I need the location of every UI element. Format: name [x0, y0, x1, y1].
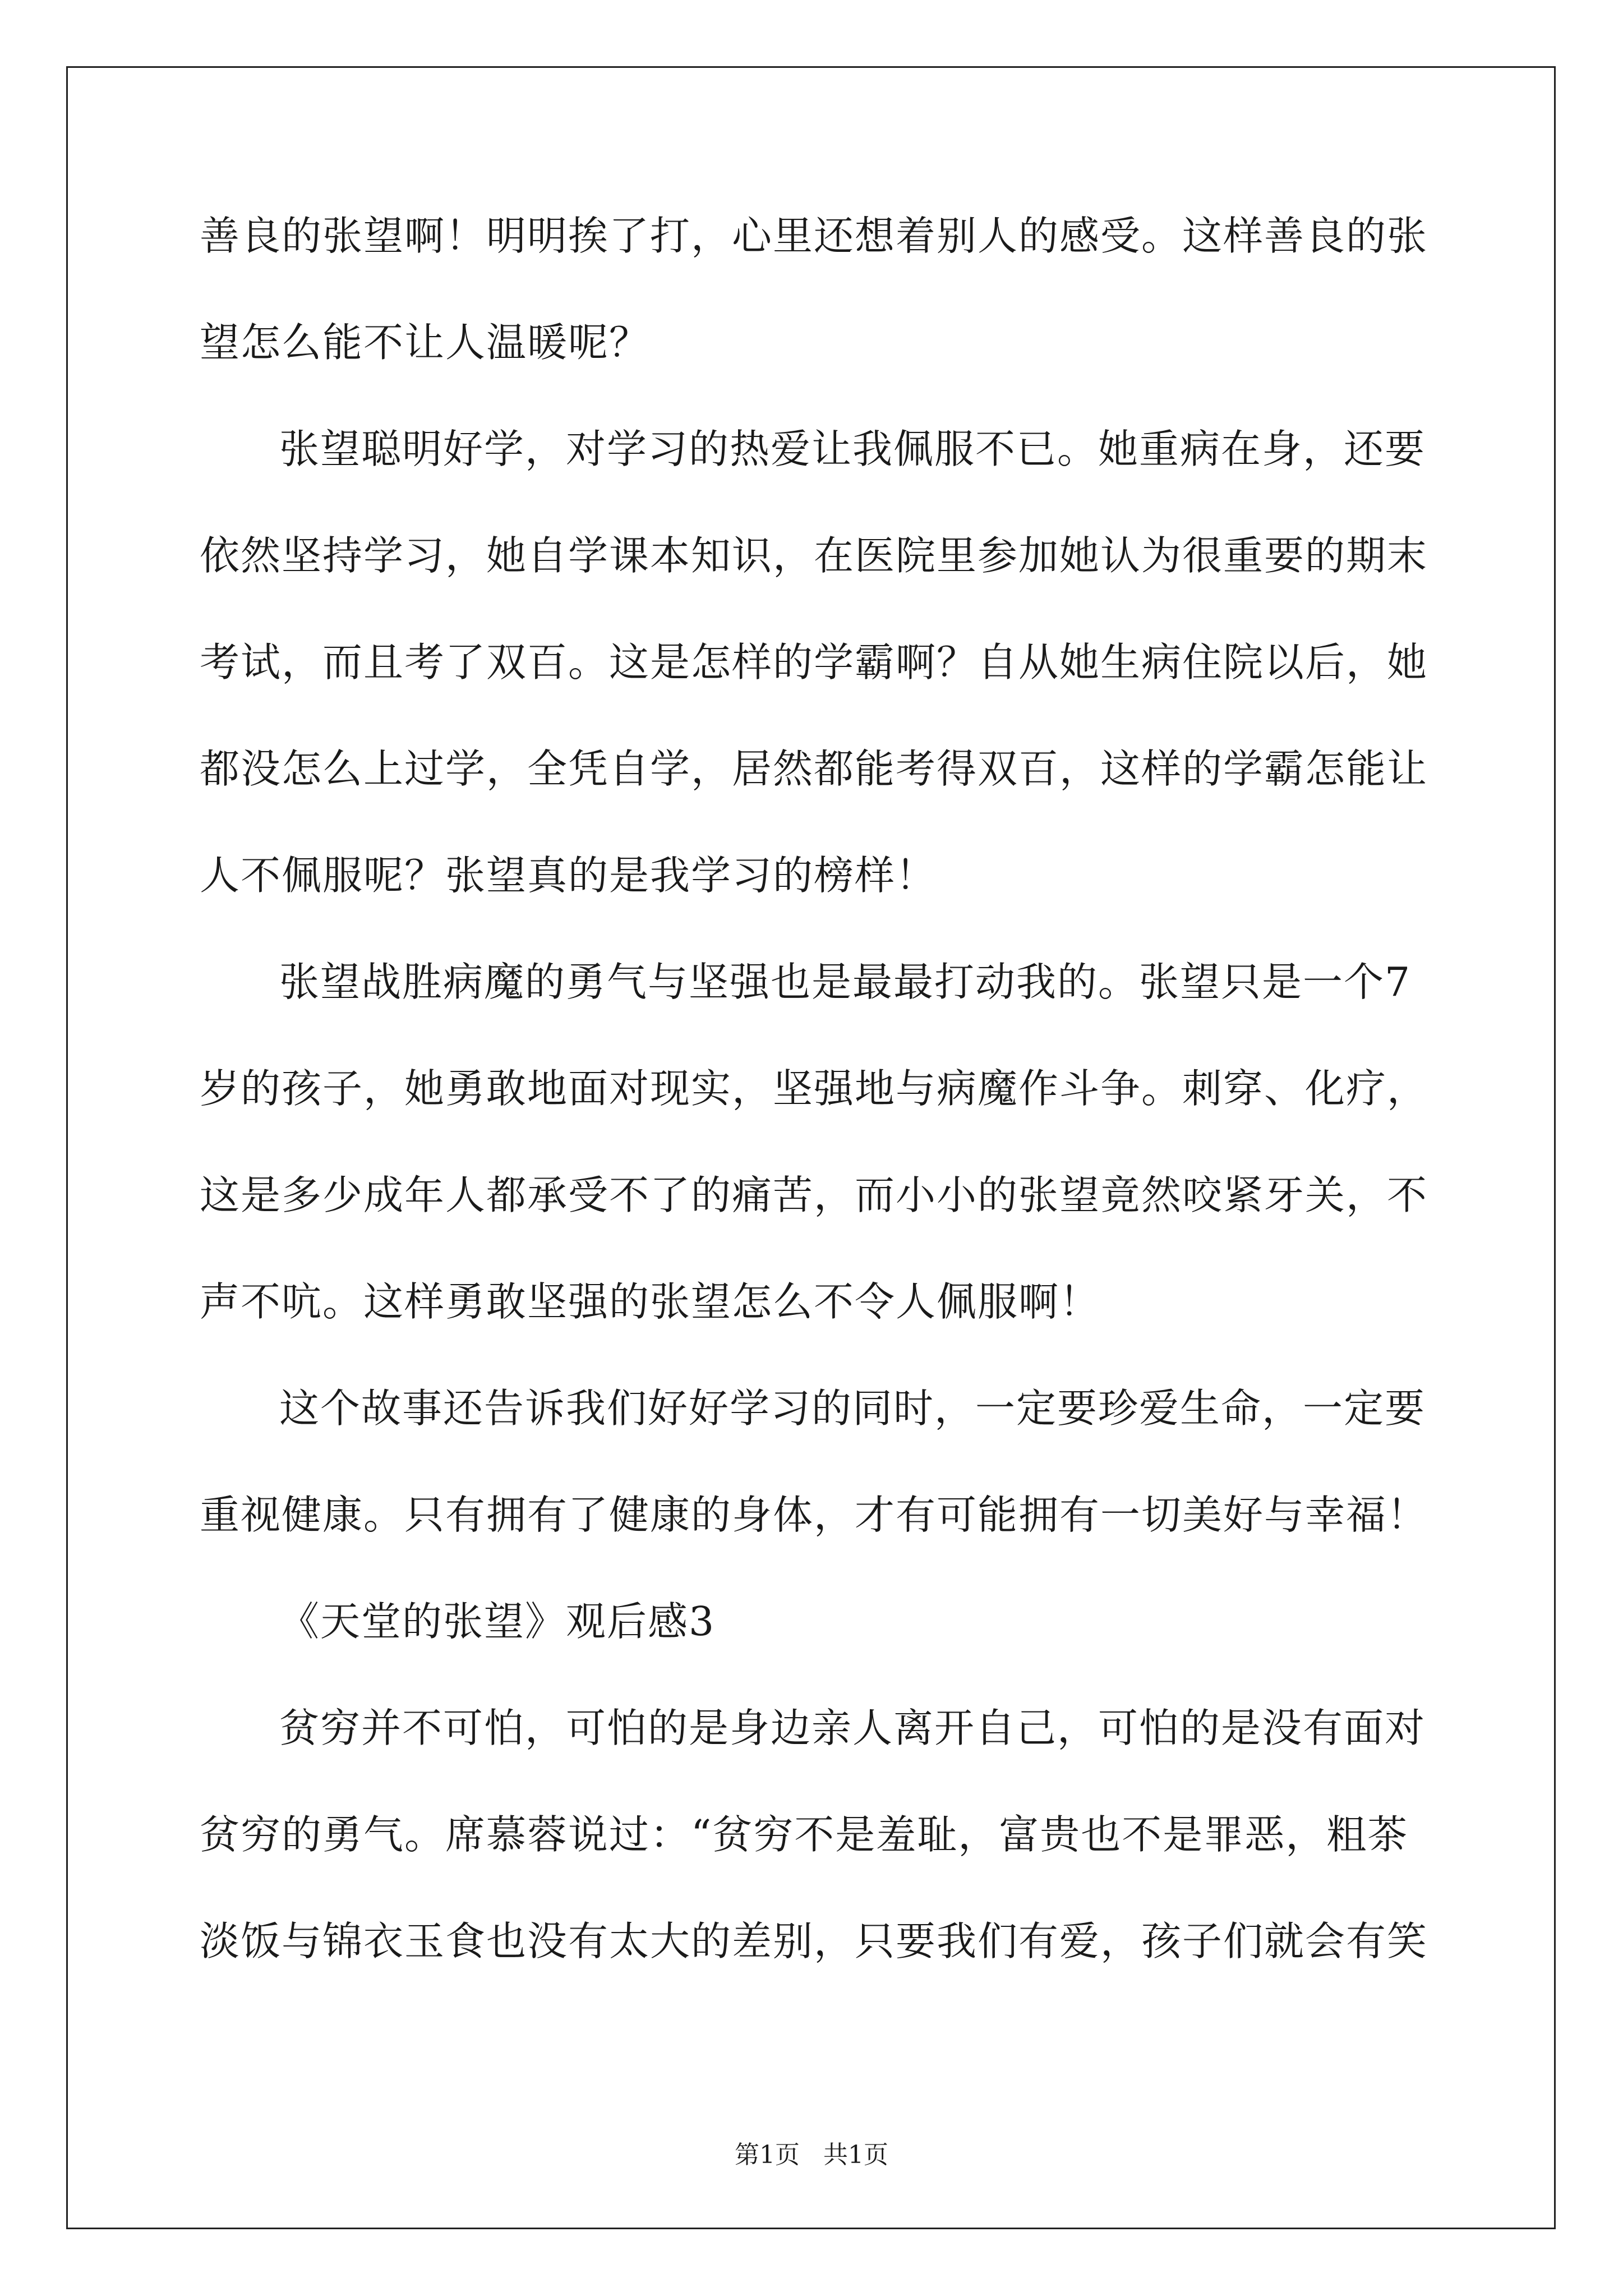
text-line: 这是多少成年人都承受不了的痛苦，而小小的张望竟然咬紧牙关，不 — [200, 1172, 1428, 1218]
text-line: 重视健康。只有拥有了健康的身体，才有可能拥有一切美好与幸福！ — [200, 1492, 1428, 1538]
text-line: 贫穷并不可怕，可怕的是身边亲人离开自己，可怕的是没有面对 — [279, 1705, 1426, 1751]
text-line: 岁的孩子，她勇敢地面对现实，坚强地与病魔作斗争。刺穿、化疗， — [200, 1065, 1428, 1112]
text-line: 望怎么能不让人温暖呢？ — [200, 319, 651, 366]
text-line: 声不吭。这样勇敢坚强的张望怎么不令人佩服啊！ — [200, 1278, 1101, 1325]
text-line: 考试，而且考了双百。这是怎样的学霸啊？自从她生病住院以后，她 — [200, 639, 1428, 685]
text-line: 张望聪明好学，对学习的热爱让我佩服不已。她重病在身，还要 — [279, 426, 1426, 472]
page-footer: 第1页 共1页 — [735, 2141, 888, 2169]
text-line: 张望战胜病魔的勇气与坚强也是最最打动我的。张望只是一个7 — [279, 959, 1412, 1005]
text-line: 依然坚持学习，她自学课本知识，在医院里参加她认为很重要的期末 — [200, 532, 1428, 579]
text-line: 这个故事还告诉我们好好学习的同时，一定要珍爱生命，一定要 — [279, 1385, 1426, 1432]
text-line: 人不佩服呢？张望真的是我学习的榜样！ — [200, 852, 937, 899]
section-heading: 《天堂的张望》观后感3 — [279, 1598, 716, 1645]
text-line: 贫穷的勇气。席慕蓉说过：“贫穷不是羞耻，富贵也不是罪恶，粗茶 — [200, 1811, 1409, 1858]
text-line: 都没怎么上过学，全凭自学，居然都能考得双百，这样的学霸怎能让 — [200, 746, 1428, 792]
document-body — [200, 213, 1428, 2028]
text-line: 淡饭与锦衣玉食也没有太大的差别，只要我们有爱，孩子们就会有笑 — [200, 1918, 1428, 1964]
text-line: 善良的张望啊！明明挨了打，心里还想着别人的感受。这样善良的张 — [200, 213, 1428, 259]
